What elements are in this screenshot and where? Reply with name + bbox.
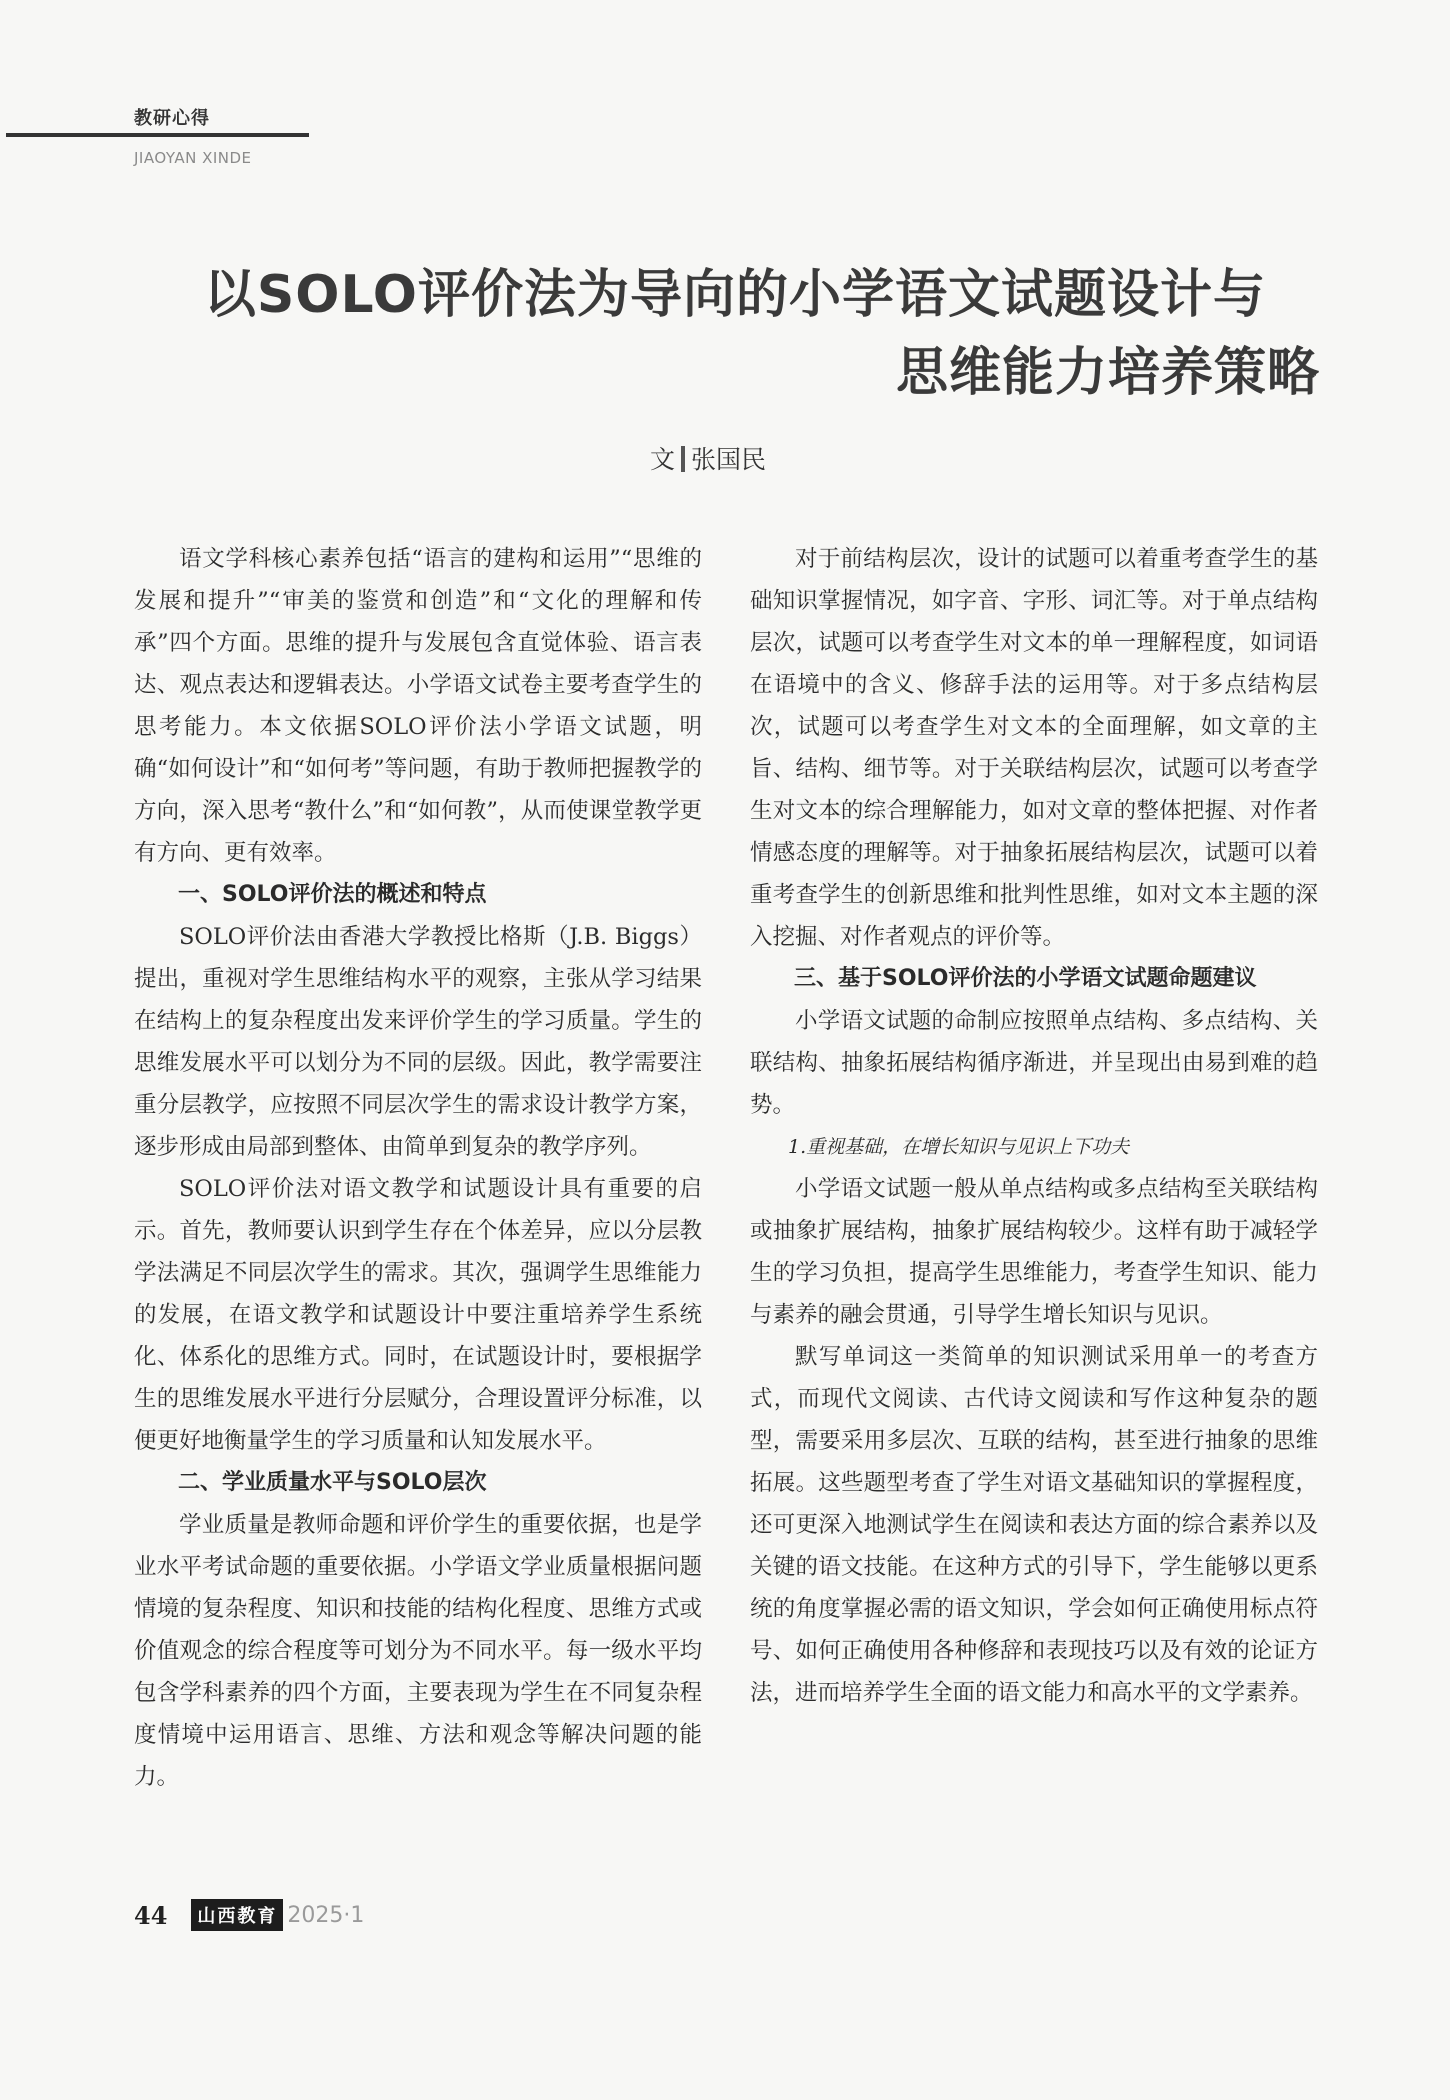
section-heading: 一、SOLO评价法的概述和特点	[178, 882, 487, 907]
page-number: 44	[134, 1900, 168, 1930]
paragraph: SOLO评价法对语文教学和试题设计具有重要的启示。首先，教师要认识到学生存在个体差异，应以分层教学法满足不同层次学生的需求。其次，强调学生思维能力的发展，在语文教学和试题设计中要注重培养学生系统化、体系化的思维方式。同时，在试题设计时，要根据学生的思维发展水平进行分层赋分，合理设置评分标准，以便更好地衡量学生的学习质量和认知发展水平。	[134, 1176, 702, 1454]
paragraph: 学业质量是教师命题和评价学生的重要依据，也是学业水平考试命题的重要依据。小学语文学业质量根据问题情境的复杂程度、知识和技能的结构化程度、思维方式或价值观念的综合程度等可划分为不同水平。每一级水平均包含学科素养的四个方面，主要表现为学生在不同复杂程度情境中运用语言、思维、方法和观念等解决问题的能力。	[134, 1512, 702, 1790]
byline-separator	[681, 446, 685, 472]
section-rule	[6, 133, 309, 137]
author-name: 张国民	[691, 445, 767, 474]
left-column	[134, 538, 702, 1798]
section-label-pinyin: JIAOYAN XINDE	[134, 149, 252, 167]
paragraph: 对于前结构层次，设计的试题可以着重考查学生的基础知识掌握情况，如字音、字形、词汇等。对于单点结构层次，试题可以考查学生对文本的单一理解程度，如词语在语境中的含义、修辞手法的运用等。对于多点结构层次，试题可以考查学生对文本的全面理解，如文章的主旨、结构、细节等。对于关联结构层次，试题可以考查学生对文本的综合理解能力，如对文章的整体把握、对作者情感态度的理解等。对于抽象拓展结构层次，试题可以着重考查学生的创新思维和批判性思维，如对文本主题的深入挖掘、对作者观点的评价等。	[750, 546, 1318, 950]
paragraph: SOLO评价法由香港大学教授比格斯（J.B. Biggs）提出，重视对学生思维结构水平的观察，主张从学习结果在结构上的复杂程度出发来评价学生的学习质量。学生的思维发展水平可以划分为不同的层级。因此，教学需要注重分层教学，应按照不同层次学生的需求设计教学方案，逐步形成由局部到整体、由简单到复杂的教学序列。	[134, 924, 702, 1160]
issue-number: 2025·1	[287, 1902, 365, 1928]
section-label: 教研心得	[134, 108, 210, 129]
byline	[650, 440, 766, 476]
section-heading: 二、学业质量水平与SOLO层次	[178, 1470, 487, 1495]
article-title-line2: 思维能力培养策略	[895, 343, 1320, 403]
byline-prefix: 文	[650, 445, 676, 474]
right-column	[750, 538, 1318, 1714]
section-heading: 三、基于SOLO评价法的小学语文试题命题建议	[794, 966, 1257, 991]
subsection-heading: 1.重视基础，在增长知识与见识上下功夫	[788, 1136, 1130, 1158]
paragraph: 语文学科核心素养包括“语言的建构和运用”“思维的发展和提升”“审美的鉴赏和创造”和“文化的理解和传承”四个方面。思维的提升与发展包含直觉体验、语言表达、观点表达和逻辑表达。小学语文试卷主要考查学生的思考能力。本文依据SOLO评价法小学语文试题，明确“如何设计”和“如何考”等问题，有助于教师把握教学的方向，深入思考“教什么”和“如何教”，从而使课堂教学更有方向、更有效率。	[134, 546, 702, 866]
journal-logo: 山西教育	[191, 1899, 283, 1931]
paragraph: 默写单词这一类简单的知识测试采用单一的考查方式，而现代文阅读、古代诗文阅读和写作这种复杂的题型，需要采用多层次、互联的结构，甚至进行抽象的思维拓展。这些题型考查了学生对语文基础知识的掌握程度，还可更深入地测试学生在阅读和表达方面的综合素养以及关键的语文技能。在这种方式的引导下，学生能够以更系统的角度掌握必需的语文知识，学会如何正确使用标点符号、如何正确使用各种修辞和表现技巧以及有效的论证方法，进而培养学生全面的语文能力和高水平的文学素养。	[750, 1344, 1318, 1706]
paragraph: 小学语文试题一般从单点结构或多点结构至关联结构或抽象扩展结构，抽象扩展结构较少。这样有助于减轻学生的学习负担，提高学生思维能力，考查学生知识、能力与素养的融会贯通，引导学生增长知识与见识。	[750, 1176, 1318, 1328]
page-footer	[134, 1898, 364, 1932]
article-title-line1: 以SOLO评价法为导向的小学语文试题设计与	[203, 265, 1266, 325]
paragraph: 小学语文试题的命制应按照单点结构、多点结构、关联结构、抽象拓展结构循序渐进，并呈现出由易到难的趋势。	[750, 1008, 1318, 1118]
article-title	[20, 256, 1320, 412]
